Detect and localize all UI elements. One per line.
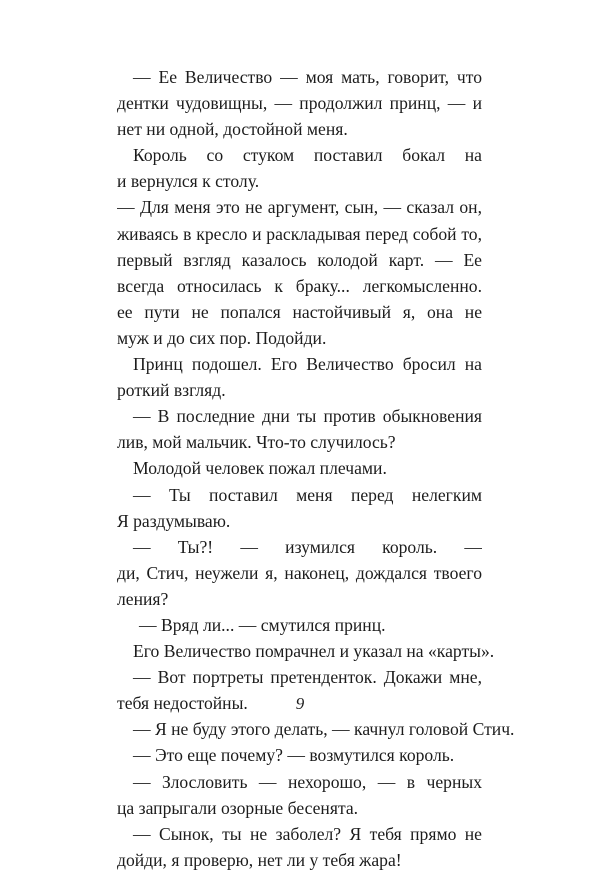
- text-line: роткий взгляд.: [117, 380, 226, 401]
- text-line: ца запрыгали озорные бесенята.: [117, 797, 359, 818]
- text-line: — Ты?! — изумился король. —: [133, 536, 482, 557]
- text-line: — Вот портреты претенденток. Докажи мне,: [133, 667, 482, 688]
- text-line: ее пути не попался настойчивый я, она не: [117, 301, 482, 322]
- text-line: Король со стуком поставил бокал на: [133, 145, 482, 166]
- text-line: — Злословить — нехорошо, — в черных: [133, 771, 482, 792]
- text-line: — Ты поставил меня перед нелегким: [133, 484, 482, 505]
- text-line: дойди, я проверю, нет ли у тебя жара!: [117, 849, 402, 870]
- body-text: [117, 64, 515, 873]
- text-line: муж и до сих пор. Подойди.: [117, 327, 327, 348]
- text-line: Я раздумываю.: [117, 510, 231, 531]
- text-line: — Для меня это не аргумент, сын, — сказал он,: [117, 197, 482, 218]
- text-line: Молодой человек пожал плечами.: [133, 458, 387, 479]
- text-line: ди, Стич, неужели я, наконец, дождался твоего: [117, 562, 482, 583]
- text-line: нет ни одной, достойной меня.: [117, 119, 348, 140]
- text-line: — Вряд ли... — смутился принц.: [139, 614, 386, 635]
- text-line: тебя недостойны.: [117, 693, 248, 714]
- text-line: первый взгляд казалось колодой карт. — Ее: [117, 249, 482, 270]
- text-line: — В последние дни ты против обыкновения: [133, 406, 482, 427]
- text-line: Его Величество помрачнел и указал на «карты».: [133, 641, 495, 662]
- text-line: — Ее Величество — моя мать, говорит, что: [133, 67, 482, 87]
- text-line: ления?: [117, 588, 169, 609]
- text-line: — Это еще почему? — возмутился король.: [133, 745, 455, 766]
- text-line: всегда относилась к браку... легкомысленно.: [117, 275, 482, 296]
- text-line: и вернулся к столу.: [117, 171, 260, 192]
- text-line: Принц подошел. Его Величество бросил на: [133, 354, 482, 375]
- text-line: лив, мой мальчик. Что-то случилось?: [117, 432, 396, 453]
- page-number: 9: [295, 694, 305, 713]
- text-line: — Я не буду этого делать, — качнул головой Стич.: [133, 719, 515, 740]
- text-line: дентки чудовищны, — продолжил принц, — и: [117, 93, 482, 114]
- text-line: — Сынок, ты не заболел? Я тебя прямо не: [133, 823, 482, 844]
- text-line: живаясь в кресло и раскладывая перед собой то,: [117, 223, 482, 244]
